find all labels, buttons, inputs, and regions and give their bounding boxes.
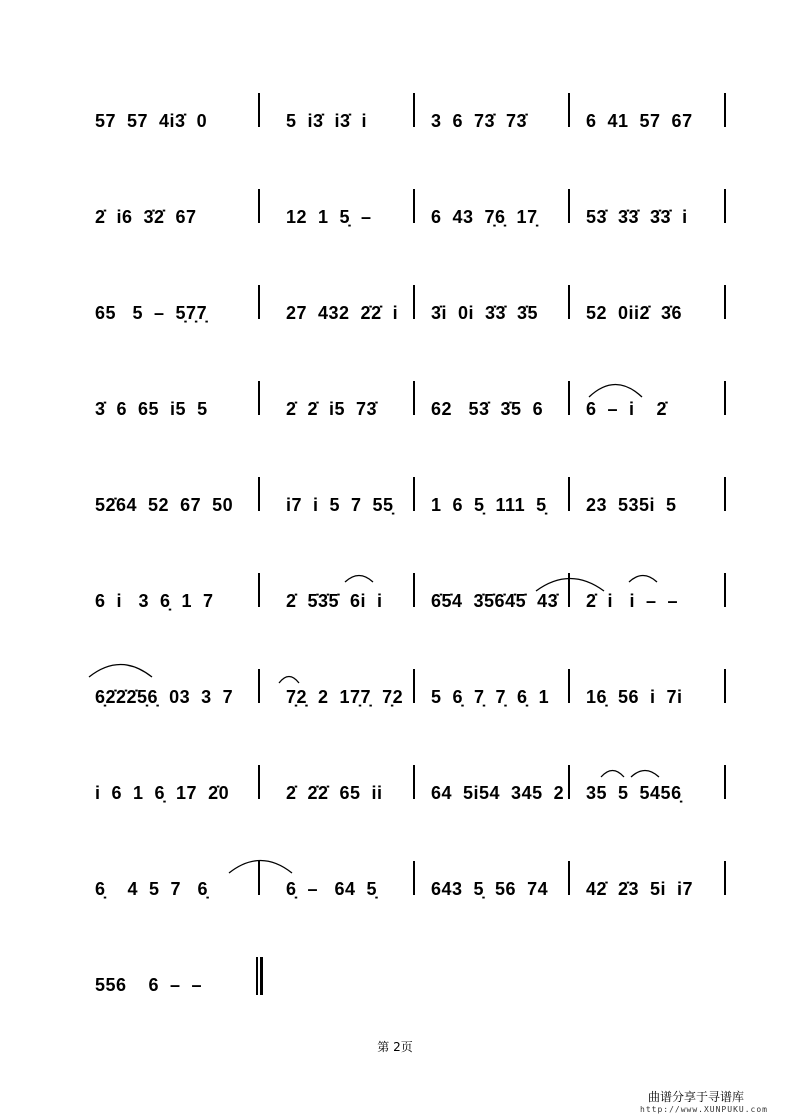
bar-line <box>568 189 570 223</box>
bar-line <box>724 669 726 703</box>
measure: 6 – i 2̇ <box>586 399 668 419</box>
slur-arc <box>344 575 374 583</box>
bar-line <box>413 285 415 319</box>
measure: 1 6 5̣ 111 5̣ <box>431 495 547 515</box>
score-line <box>0 873 790 913</box>
measure: 62 53̇ 3̇5 6 <box>431 399 544 419</box>
slur-arc <box>588 384 643 398</box>
measure: 35 5 5456̣ <box>586 783 682 803</box>
bar-line <box>724 477 726 511</box>
final-bar-thick <box>260 957 263 995</box>
measure: 57 57 4i3̇ 0 <box>95 111 208 131</box>
measure: 16̣ 56 i 7i <box>586 687 683 707</box>
measure: 2̇ i6 3̇2̇ 67 <box>95 207 197 227</box>
bar-line <box>568 381 570 415</box>
slur-arc <box>628 575 658 583</box>
bar-line <box>568 93 570 127</box>
score-line <box>0 105 790 145</box>
measure: 53̇ 3̇3̇ 3̇3̇ i <box>586 207 688 227</box>
score-line <box>0 681 790 721</box>
measure: 5 6̣ 7̣ 7̣ 6̣ 1 <box>431 687 550 707</box>
bar-line <box>724 93 726 127</box>
bar-line <box>724 573 726 607</box>
bar-line <box>568 285 570 319</box>
bar-line <box>258 189 260 223</box>
bar-line <box>258 93 260 127</box>
bar-line <box>413 669 415 703</box>
measure: 2̇ 2̇ i5 73̇ <box>286 399 378 419</box>
measure: 3̇i 0i 3̇3̇ 3̇5 <box>431 303 539 323</box>
bar-line <box>568 477 570 511</box>
bar-line <box>724 189 726 223</box>
measure: 23 535i 5 <box>586 495 677 515</box>
measure: 643 5̣ 56 74 <box>431 879 549 899</box>
measure: 3̇ 6 65 i5 5 <box>95 399 208 419</box>
measure: 64 5i54 345 2 <box>431 783 565 803</box>
bar-line <box>258 765 260 799</box>
measure: 7̣2̣ 2 17̣7̣ 7̣2 <box>286 687 404 707</box>
bar-line <box>258 477 260 511</box>
bar-line <box>258 669 260 703</box>
measure: 2̇ i i – – <box>586 591 679 611</box>
bar-line <box>568 669 570 703</box>
bar-line <box>413 477 415 511</box>
bar-line <box>258 381 260 415</box>
measure: 556 6 – – <box>95 975 203 995</box>
bar-line <box>413 861 415 895</box>
measure: 2̇ 5̇3̇5̇ 6i i <box>286 591 383 611</box>
bar-line <box>724 765 726 799</box>
measure: 2̇ 2̇2̇ 65 ii <box>286 783 383 803</box>
score-line <box>0 201 790 241</box>
measure: 27 432 2̇2̇ i <box>286 303 399 323</box>
measure: 6̣2̇2̇2̇5̣6̣ 03 3 7 <box>95 687 234 707</box>
bar-line <box>413 765 415 799</box>
bar-line <box>258 573 260 607</box>
bar-line <box>258 285 260 319</box>
bar-line <box>568 765 570 799</box>
measure: 6 41 57 67 <box>586 111 693 131</box>
slur-arc <box>630 770 660 778</box>
score-line <box>0 969 790 1009</box>
watermark-url: http://www.XUNPUKU.com <box>640 1105 768 1114</box>
bar-line <box>724 381 726 415</box>
slur-arc <box>535 578 605 592</box>
measure: 6̣ – 64 5̣ <box>286 879 378 899</box>
measure: 65 5 – 5̣7̣7̣ <box>95 303 208 323</box>
bar-line <box>724 861 726 895</box>
bar-line <box>413 381 415 415</box>
page-number: 第 2页 <box>377 1040 413 1054</box>
score-line <box>0 393 790 433</box>
measure: 6 i 3 6̣ 1 7 <box>95 591 214 611</box>
measure: 6 43 7̣6̣ 17̣ <box>431 207 538 227</box>
measure: i 6 1 6̣ 17 2̇0 <box>95 783 230 803</box>
slur-arc <box>88 664 153 678</box>
measure: 6̇5̇4 3̇5̇6̇4̇5̇ 43̇ <box>431 591 559 611</box>
measure: 3 6 73̇ 73̇ <box>431 111 528 131</box>
measure: 5 i3̇ i3̇ i <box>286 111 368 131</box>
final-bar-thin <box>256 957 258 995</box>
bar-line <box>724 285 726 319</box>
measure: 52̇64 52 67 50 <box>95 495 234 515</box>
bar-line <box>413 573 415 607</box>
measure: 42̇ 2̇3 5i i7 <box>586 879 694 899</box>
score-line <box>0 777 790 817</box>
score-line <box>0 585 790 625</box>
slur-arc <box>228 860 293 874</box>
score-line <box>0 297 790 337</box>
measure: 52 0ii2̇ 3̇6 <box>586 303 683 323</box>
bar-line <box>413 93 415 127</box>
measure: i7 i 5 7 55̣ <box>286 495 394 515</box>
bar-line <box>568 861 570 895</box>
measure: 12 1 5̣ – <box>286 207 372 227</box>
slur-arc <box>600 770 625 778</box>
slur-arc <box>278 676 300 684</box>
measure: 6̣ 4 5 7 6̣ <box>95 879 209 899</box>
watermark-text: 曲谱分享于寻谱库 <box>648 1090 745 1104</box>
score-line <box>0 489 790 529</box>
bar-line <box>413 189 415 223</box>
